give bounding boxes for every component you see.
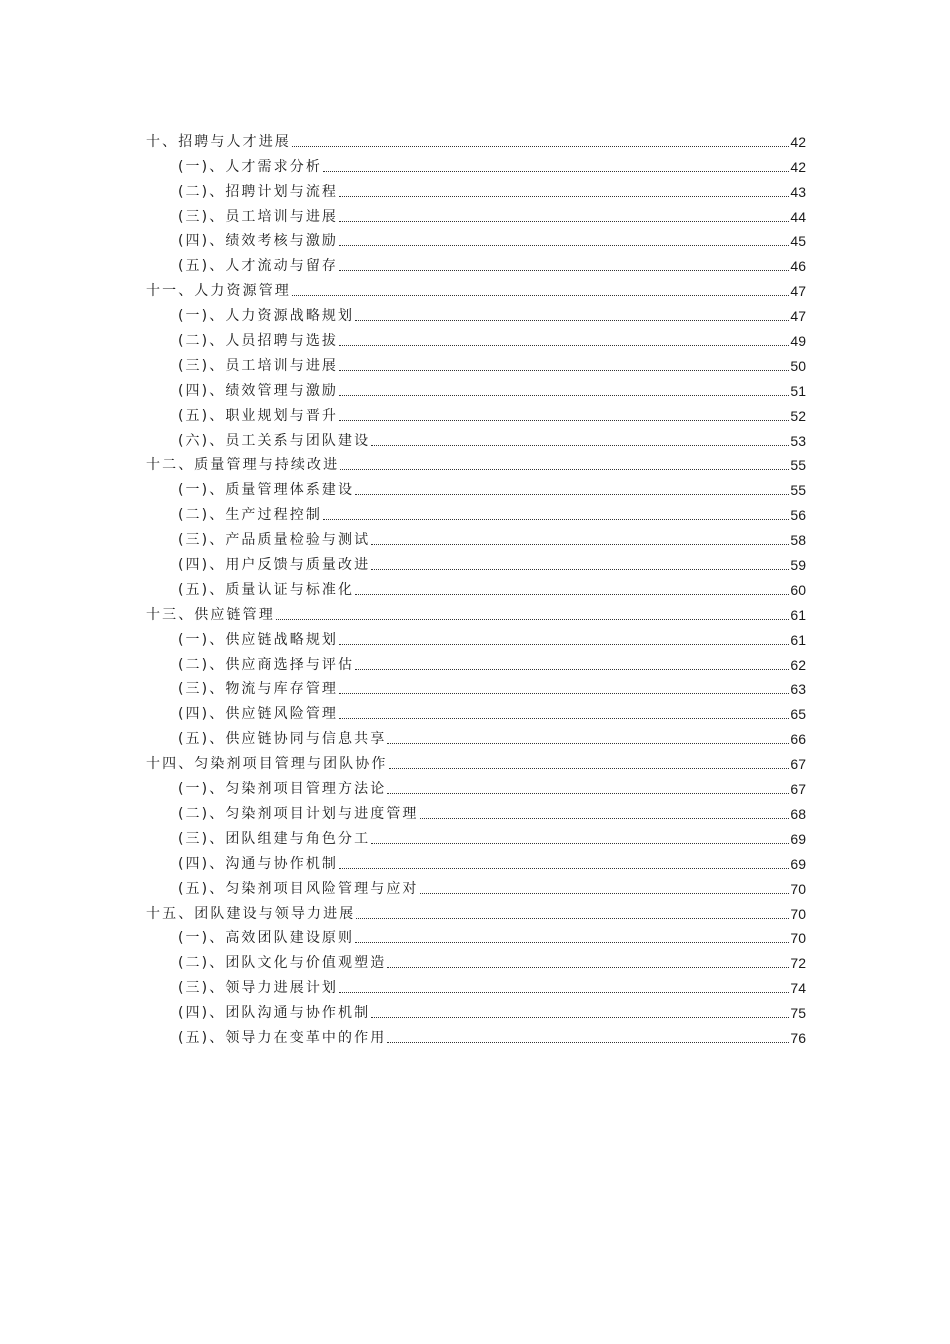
- toc-page-number: 55: [790, 482, 806, 499]
- toc-dot-leader: [323, 519, 789, 520]
- toc-dot-leader: [339, 395, 789, 396]
- toc-page-number: 76: [790, 1029, 806, 1046]
- toc-page-number: 42: [790, 158, 806, 175]
- toc-dot-leader: [371, 1017, 789, 1018]
- toc-entry-title: 十五、团队建设与领导力进展: [146, 905, 356, 922]
- toc-page-number: 67: [790, 781, 806, 798]
- toc-dot-leader: [371, 569, 789, 570]
- toc-page-number: 70: [790, 880, 806, 897]
- toc-dot-leader: [356, 918, 789, 919]
- toc-entry-title: (二)、团队文化与价值观塑造: [178, 955, 387, 972]
- toc-section-entry[interactable]: [146, 350, 806, 375]
- toc-section-entry[interactable]: [146, 649, 806, 674]
- toc-entry-title: (一)、质量管理体系建设: [178, 482, 355, 499]
- toc-page-number: 67: [790, 756, 806, 773]
- toc-page-number: 62: [790, 656, 806, 673]
- toc-section-entry[interactable]: [146, 972, 806, 997]
- toc-entry-title: (三)、产品质量检验与测试: [178, 532, 371, 549]
- toc-entry-title: (四)、供应链风险管理: [178, 706, 339, 723]
- toc-chapter-entry[interactable]: [146, 450, 806, 475]
- toc-dot-leader: [389, 768, 790, 769]
- toc-dot-leader: [339, 370, 789, 371]
- toc-entry-title: (三)、团队组建与角色分工: [178, 830, 371, 847]
- toc-entry-title: 十二、质量管理与持续改进: [146, 457, 340, 474]
- toc-entry-title: 十三、供应链管理: [146, 606, 275, 623]
- toc-entry-title: (二)、生产过程控制: [178, 507, 322, 524]
- toc-dot-leader: [387, 743, 789, 744]
- toc-section-entry[interactable]: [146, 624, 806, 649]
- toc-dot-leader: [339, 992, 789, 993]
- toc-dot-leader: [339, 270, 789, 271]
- toc-page-number: 66: [790, 731, 806, 748]
- toc-dot-leader: [323, 171, 789, 172]
- toc-dot-leader: [355, 942, 789, 943]
- toc-dot-leader: [371, 445, 789, 446]
- toc-entry-title: (四)、沟通与协作机制: [178, 855, 339, 872]
- toc-section-entry[interactable]: [146, 674, 806, 699]
- toc-section-entry[interactable]: [146, 325, 806, 350]
- toc-page-number: 70: [790, 905, 806, 922]
- toc-chapter-entry[interactable]: [146, 599, 806, 624]
- toc-section-entry[interactable]: [146, 823, 806, 848]
- toc-page-number: 50: [790, 357, 806, 374]
- toc-page-number: 69: [790, 855, 806, 872]
- toc-dot-leader: [355, 669, 789, 670]
- toc-section-entry[interactable]: [146, 1022, 806, 1047]
- toc-page-number: 70: [790, 930, 806, 947]
- toc-page-number: 75: [790, 1005, 806, 1022]
- toc-entry-title: (三)、物流与库存管理: [178, 681, 339, 698]
- toc-section-entry[interactable]: [146, 474, 806, 499]
- toc-page-number: 59: [790, 557, 806, 574]
- toc-section-entry[interactable]: [146, 873, 806, 898]
- toc-dot-leader: [355, 494, 789, 495]
- toc-section-entry[interactable]: [146, 524, 806, 549]
- toc-dot-leader: [339, 221, 789, 222]
- toc-entry-title: (三)、领导力进展计划: [178, 980, 339, 997]
- toc-entry-title: (五)、供应链协同与信息共享: [178, 731, 387, 748]
- toc-dot-leader: [371, 544, 789, 545]
- toc-chapter-entry[interactable]: [146, 126, 806, 151]
- toc-dot-leader: [339, 345, 789, 346]
- table-of-contents: [146, 126, 806, 1047]
- toc-dot-leader: [339, 868, 789, 869]
- toc-page-number: 65: [790, 706, 806, 723]
- toc-section-entry[interactable]: [146, 723, 806, 748]
- toc-dot-leader: [292, 146, 790, 147]
- toc-entry-title: 十一、人力资源管理: [146, 283, 291, 300]
- toc-section-entry[interactable]: [146, 425, 806, 450]
- toc-section-entry[interactable]: [146, 574, 806, 599]
- toc-page-number: 44: [790, 208, 806, 225]
- toc-page-number: 46: [790, 258, 806, 275]
- toc-page-number: 47: [790, 283, 806, 300]
- toc-entry-title: (五)、质量认证与标准化: [178, 581, 355, 598]
- toc-section-entry[interactable]: [146, 773, 806, 798]
- toc-dot-leader: [420, 893, 790, 894]
- toc-dot-leader: [387, 1042, 789, 1043]
- toc-entry-title: 十四、匀染剂项目管理与团队协作: [146, 756, 388, 773]
- toc-page-number: 56: [790, 507, 806, 524]
- toc-entry-title: (五)、人才流动与留存: [178, 258, 339, 275]
- toc-dot-leader: [339, 196, 789, 197]
- toc-section-entry[interactable]: [146, 947, 806, 972]
- toc-entry-title: (五)、职业规划与晋升: [178, 407, 339, 424]
- toc-page-number: 68: [790, 805, 806, 822]
- toc-page-number: 61: [790, 606, 806, 623]
- toc-dot-leader: [371, 843, 789, 844]
- toc-entry-title: (一)、匀染剂项目管理方法论: [178, 781, 387, 798]
- toc-entry-title: (四)、绩效考核与激励: [178, 233, 339, 250]
- toc-entry-title: (一)、供应链战略规划: [178, 631, 339, 648]
- toc-dot-leader: [387, 793, 789, 794]
- toc-entry-title: (二)、人员招聘与选拔: [178, 333, 339, 350]
- toc-page-number: 58: [790, 532, 806, 549]
- toc-dot-leader: [339, 644, 789, 645]
- toc-section-entry[interactable]: [146, 400, 806, 425]
- toc-page-number: 72: [790, 955, 806, 972]
- toc-entry-title: (一)、高效团队建设原则: [178, 930, 355, 947]
- toc-chapter-entry[interactable]: [146, 275, 806, 300]
- toc-page-number: 49: [790, 333, 806, 350]
- toc-dot-leader: [292, 295, 790, 296]
- toc-entry-title: (四)、绩效管理与激励: [178, 382, 339, 399]
- toc-section-entry[interactable]: [146, 549, 806, 574]
- toc-page-number: 61: [790, 631, 806, 648]
- toc-entry-title: (六)、员工关系与团队建设: [178, 432, 371, 449]
- toc-dot-leader: [340, 469, 789, 470]
- toc-entry-title: (三)、员工培训与进展: [178, 208, 339, 225]
- toc-page-number: 53: [790, 432, 806, 449]
- toc-section-entry[interactable]: [146, 698, 806, 723]
- toc-page-number: 43: [790, 183, 806, 200]
- toc-page-number: 60: [790, 581, 806, 598]
- toc-section-entry[interactable]: [146, 798, 806, 823]
- toc-page-number: 51: [790, 382, 806, 399]
- toc-entry-title: (三)、员工培训与进展: [178, 357, 339, 374]
- toc-section-entry[interactable]: [146, 176, 806, 201]
- toc-chapter-entry[interactable]: [146, 898, 806, 923]
- toc-section-entry[interactable]: [146, 201, 806, 226]
- toc-dot-leader: [355, 320, 789, 321]
- toc-page-number: 55: [790, 457, 806, 474]
- toc-section-entry[interactable]: [146, 923, 806, 948]
- toc-dot-leader: [339, 718, 789, 719]
- toc-page-number: 69: [790, 830, 806, 847]
- toc-entry-title: (二)、招聘计划与流程: [178, 183, 339, 200]
- toc-section-entry[interactable]: [146, 997, 806, 1022]
- toc-section-entry[interactable]: [146, 499, 806, 524]
- toc-page-number: 47: [790, 308, 806, 325]
- toc-section-entry[interactable]: [146, 848, 806, 873]
- toc-entry-title: 十、招聘与人才进展: [146, 133, 291, 150]
- toc-section-entry[interactable]: [146, 375, 806, 400]
- toc-entry-title: (五)、匀染剂项目风险管理与应对: [178, 880, 419, 897]
- toc-dot-leader: [339, 245, 789, 246]
- toc-section-entry[interactable]: [146, 151, 806, 176]
- toc-dot-leader: [339, 420, 789, 421]
- toc-page-number: 63: [790, 681, 806, 698]
- toc-entry-title: (二)、匀染剂项目计划与进度管理: [178, 805, 419, 822]
- toc-dot-leader: [355, 594, 789, 595]
- toc-entry-title: (五)、领导力在变革中的作用: [178, 1029, 387, 1046]
- toc-section-entry[interactable]: [146, 300, 806, 325]
- toc-entry-title: (四)、用户反馈与质量改进: [178, 557, 371, 574]
- toc-dot-leader: [276, 619, 790, 620]
- toc-dot-leader: [420, 818, 790, 819]
- toc-page-number: 42: [790, 133, 806, 150]
- toc-entry-title: (一)、人力资源战略规划: [178, 308, 355, 325]
- toc-entry-title: (四)、团队沟通与协作机制: [178, 1005, 371, 1022]
- toc-section-entry[interactable]: [146, 226, 806, 251]
- toc-dot-leader: [387, 967, 789, 968]
- toc-page-number: 74: [790, 980, 806, 997]
- toc-page-number: 52: [790, 407, 806, 424]
- toc-dot-leader: [339, 693, 789, 694]
- toc-chapter-entry[interactable]: [146, 748, 806, 773]
- toc-page-number: 45: [790, 233, 806, 250]
- toc-section-entry[interactable]: [146, 250, 806, 275]
- toc-entry-title: (一)、人才需求分析: [178, 158, 322, 175]
- toc-entry-title: (二)、供应商选择与评估: [178, 656, 355, 673]
